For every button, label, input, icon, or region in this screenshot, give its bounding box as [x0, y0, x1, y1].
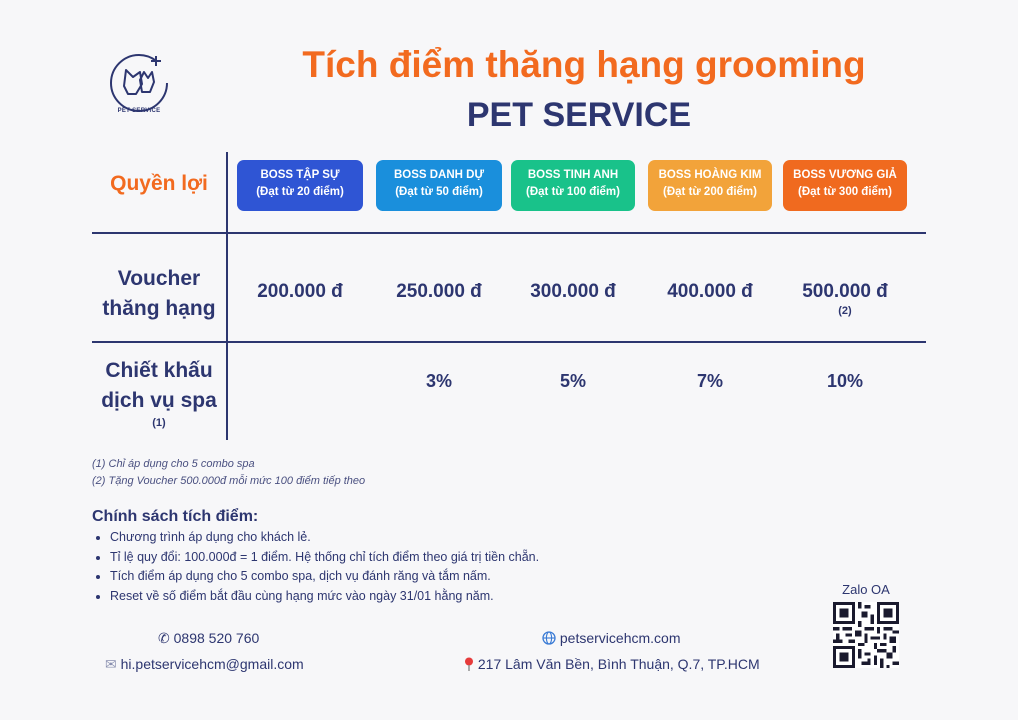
page-title: Tích điểm thăng hạng grooming — [302, 44, 866, 85]
map-pin-icon — [464, 657, 474, 671]
footnote-1: (1) Chỉ áp dụng cho 5 combo spa — [92, 458, 255, 470]
table-divider-2 — [92, 341, 926, 343]
page-subtitle: PET SERVICE — [466, 96, 692, 134]
address-text: 217 Lâm Văn Bền, Bình Thuận, Q.7, TP.HCM — [477, 656, 760, 672]
policy-item: • Tích điểm áp dụng cho 5 combo spa, dịch vụ đánh răng và tắm nấm. — [110, 567, 539, 587]
tier-name: BOSS DANH DỰ — [393, 169, 485, 181]
tier-name: BOSS TẬP SỰ — [260, 169, 340, 181]
policy-item: • Tỉ lệ quy đổi: 100.000đ = 1 điểm. Hệ thống chỉ tích điểm theo giá trị tiền chẵn. — [110, 548, 539, 568]
policy-item: • Reset về số điểm bắt đầu cùng hạng mức vào ngày 31/01 hằng năm. — [110, 587, 539, 607]
footnote-2: (2) Tặng Voucher 500.000đ mỗi mức 100 điểm tiếp theo — [92, 475, 366, 487]
logo-text: PET SERVICE — [117, 108, 161, 114]
tier-badge-tap-su — [237, 160, 363, 211]
tier-name: BOSS TINH ANH — [527, 169, 619, 181]
voucher-value: 400.000 đ — [667, 281, 753, 302]
website-contact[interactable] — [542, 630, 680, 646]
discount-row-label — [92, 356, 226, 430]
phone-number[interactable]: 0898 520 760 — [173, 630, 260, 646]
phone-contact[interactable] — [158, 630, 259, 647]
website-link[interactable]: petservicehcm.com — [559, 630, 681, 646]
voucher-label-line2: thăng hạng — [102, 297, 216, 320]
voucher-row-label — [92, 264, 226, 324]
voucher-value: 250.000 đ — [396, 281, 482, 302]
globe-icon — [542, 631, 556, 645]
tier-requirement: (Đạt từ 20 điểm) — [256, 186, 344, 198]
voucher-value: 300.000 đ — [530, 281, 616, 302]
discount-label-line1: Chiết khấu — [105, 359, 213, 382]
table-vertical-divider — [226, 152, 228, 440]
voucher-value: 500.000 đ — [802, 281, 888, 302]
tier-requirement: (Đạt từ 100 điểm) — [526, 186, 620, 198]
tier-badge-hoang-kim — [648, 160, 772, 211]
benefits-header: Quyền lợi — [110, 172, 208, 195]
table-divider-1 — [92, 232, 926, 234]
tier-requirement: (Đạt từ 200 điểm) — [663, 186, 757, 198]
voucher-value: 200.000 đ — [257, 281, 343, 302]
policy-item: • Chương trình áp dụng cho khách lẻ. — [110, 528, 539, 548]
zalo-qr-code-icon[interactable] — [833, 602, 899, 668]
tier-requirement: (Đạt từ 300 điểm) — [798, 186, 892, 198]
policy-list — [88, 528, 539, 606]
tier-name: BOSS VƯƠNG GIẢ — [793, 169, 897, 181]
discount-value: 10% — [826, 371, 864, 391]
discount-note-marker: (1) — [152, 417, 166, 429]
email-contact[interactable] — [105, 656, 304, 673]
voucher-label-line1: Voucher — [117, 267, 201, 290]
discount-value: 3% — [425, 371, 452, 391]
discount-value: 7% — [696, 371, 723, 391]
discount-value: 5% — [559, 371, 586, 391]
discount-label-line2: dịch vụ spa — [101, 389, 217, 412]
policy-heading: Chính sách tích điểm: — [92, 508, 259, 525]
tier-badge-danh-du — [376, 160, 502, 211]
tier-name: BOSS HOÀNG KIM — [658, 169, 762, 181]
tier-badge-vuong-gia — [783, 160, 907, 211]
mail-icon: ✉ — [105, 656, 117, 672]
tier-requirement: (Đạt từ 50 điểm) — [395, 186, 483, 198]
phone-icon: ✆ — [158, 630, 170, 646]
qr-label: Zalo OA — [842, 582, 890, 597]
email-address[interactable]: hi.petservicehcm@gmail.com — [120, 656, 304, 672]
tier-badge-tinh-anh — [511, 160, 635, 211]
address-contact — [464, 656, 760, 672]
voucher-note-marker: (2) — [838, 305, 852, 317]
